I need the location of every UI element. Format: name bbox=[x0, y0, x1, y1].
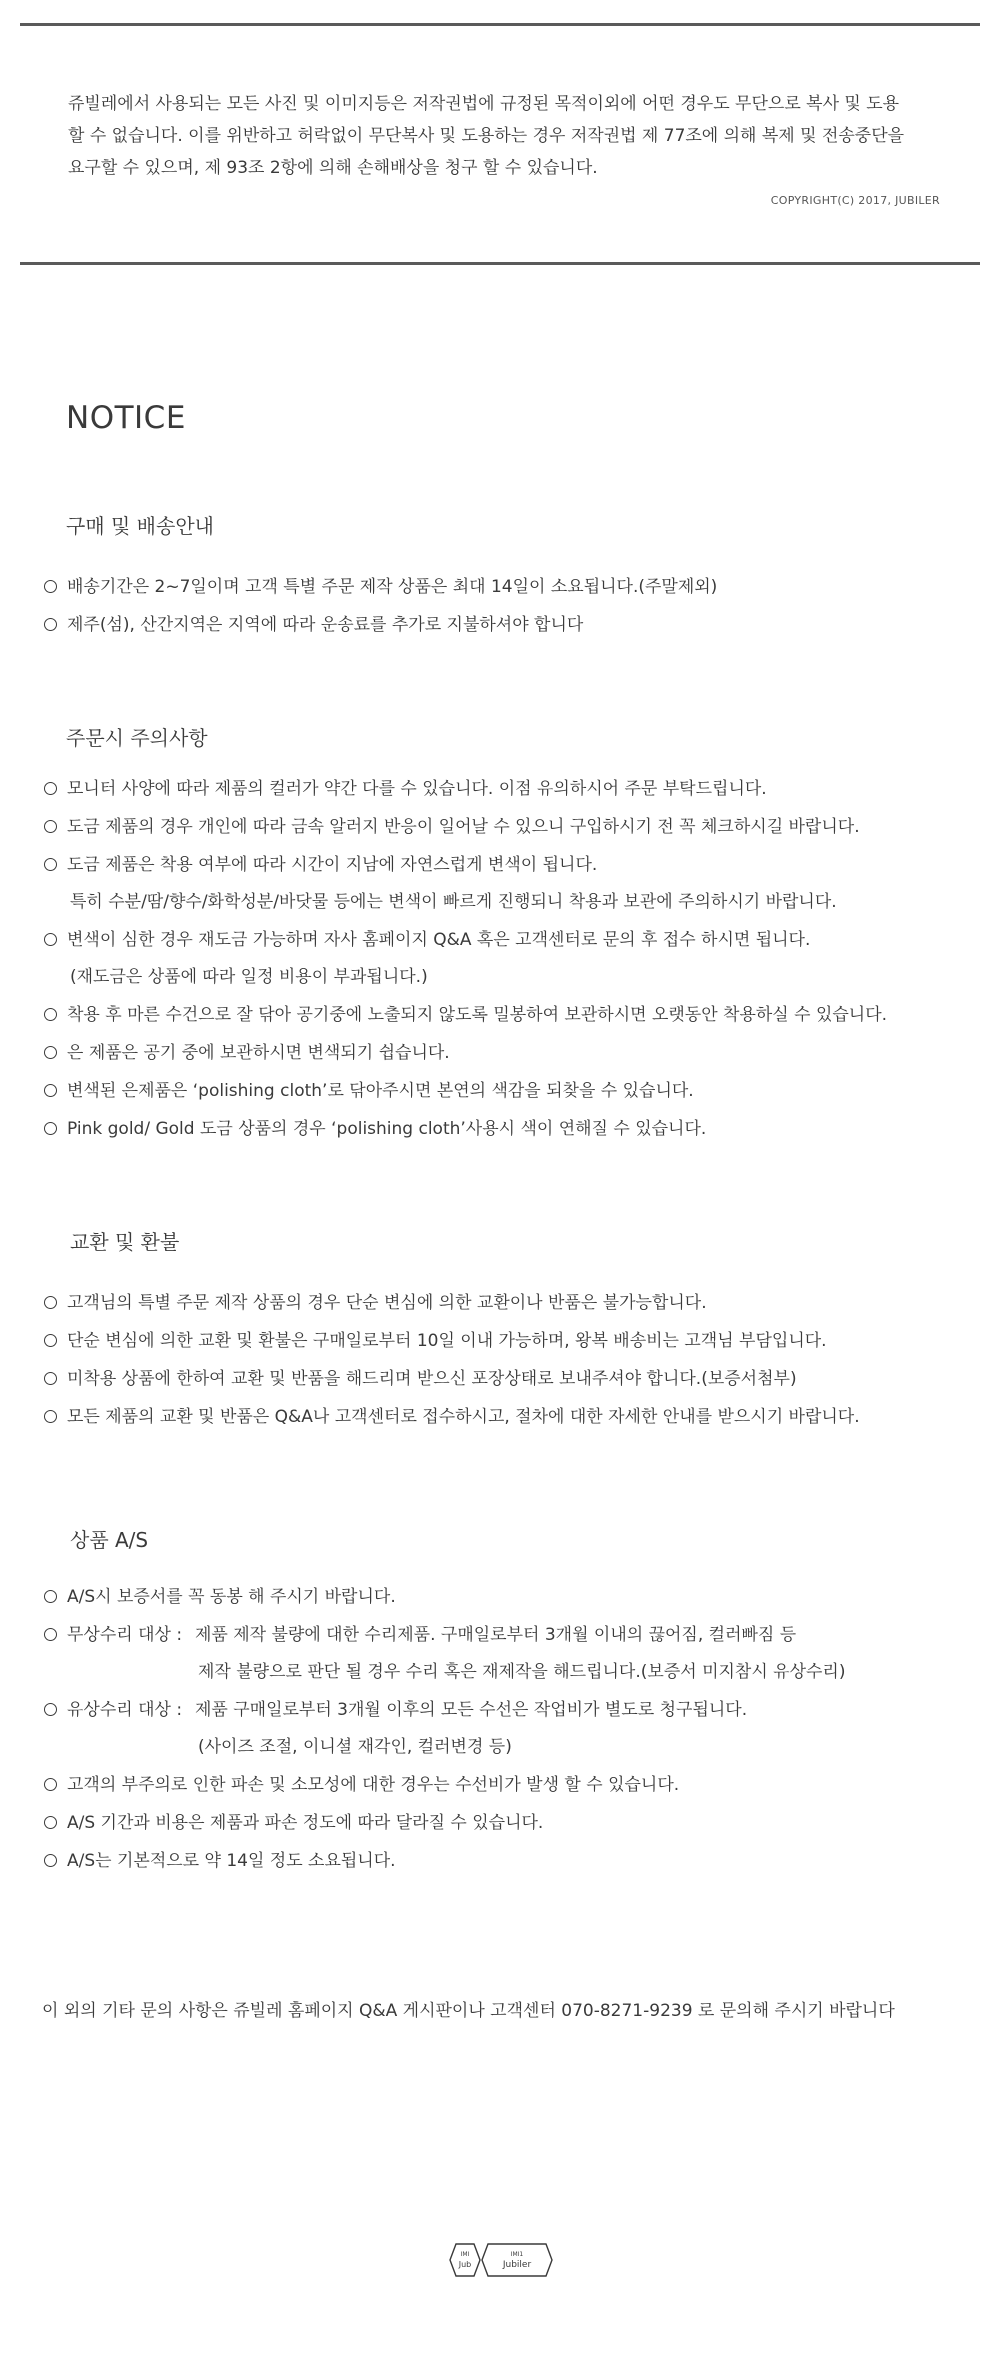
copyright-line-1: 쥬빌레에서 사용되는 모든 사진 및 이미지등은 저작권법에 규정된 목적이외에 어떤 경우도 무단으로 복사 및 도용 bbox=[68, 94, 900, 114]
bullet-icon bbox=[44, 580, 57, 593]
as-item-free-repair: 무상수리 대상 : 제품 제작 불량에 대한 수리제품. 구매일로부터 3개월 이내의 끊어짐, 컬러빠짐 등 bbox=[44, 1622, 796, 1648]
bullet-icon bbox=[44, 1703, 57, 1716]
order-item: 도금 제품의 경우 개인에 따라 금속 알러지 반응이 일어날 수 있으니 구입하시기 전 꼭 체크하시길 바랍니다. bbox=[44, 814, 860, 840]
as-section-title: 상품 A/S bbox=[70, 1528, 149, 1552]
exchange-item: 미착용 상품에 한하여 교환 및 반품을 해드리며 받으신 포장상태로 보내주셔야 합니다.(보증서첨부) bbox=[44, 1366, 797, 1392]
exchange-item: 고객님의 특별 주문 제작 상품의 경우 단순 변심에 의한 교환이나 반품은 불가능합니다. bbox=[44, 1290, 707, 1316]
bullet-icon bbox=[44, 1084, 57, 1097]
copyright-line-3: 요구할 수 있으며, 제 93조 2항에 의해 손해배상을 청구 할 수 있습니다. bbox=[68, 158, 598, 178]
free-repair-continuation: 제작 불량으로 판단 될 경우 수리 혹은 재제작을 해드립니다.(보증서 미지참시 유상수리) bbox=[198, 1662, 846, 1682]
exchange-item: 모든 제품의 교환 및 반품은 Q&A나 고객센터로 접수하시고, 절차에 대한 자세한 안내를 받으시기 바랍니다. bbox=[44, 1404, 860, 1430]
bullet-icon bbox=[44, 1296, 57, 1309]
as-item: 고객의 부주의로 인한 파손 및 소모성에 대한 경우는 수선비가 발생 할 수 있습니다. bbox=[44, 1772, 679, 1798]
exchange-item: 단순 변심에 의한 교환 및 환불은 구매일로부터 10일 이내 가능하며, 왕복 배송비는 고객님 부담입니다. bbox=[44, 1328, 827, 1354]
copyright-divider bbox=[20, 262, 980, 265]
svg-text:Jubiler: Jubiler bbox=[502, 2260, 532, 2270]
as-item: A/S는 기본적으로 약 14일 정도 소요됩니다. bbox=[44, 1848, 396, 1874]
order-item-continuation: (재도금은 상품에 따라 일정 비용이 부과됩니다.) bbox=[70, 967, 428, 987]
contact-info: 이 외의 기타 문의 사항은 쥬빌레 홈페이지 Q&A 게시판이나 고객센터 070-8271-9239 로 문의해 주시기 바랍니다 bbox=[42, 2001, 895, 2021]
bullet-icon bbox=[44, 820, 57, 833]
shipping-item: 제주(섬), 산간지역은 지역에 따라 운송료를 추가로 지불하셔야 합니다 bbox=[44, 612, 583, 638]
shipping-section-title: 구매 및 배송안내 bbox=[66, 514, 214, 538]
bullet-icon bbox=[44, 933, 57, 946]
notice-title: NOTICE bbox=[66, 400, 186, 436]
bullet-icon bbox=[44, 1854, 57, 1867]
as-item: A/S 기간과 비용은 제품과 파손 정도에 따라 달라질 수 있습니다. bbox=[44, 1810, 543, 1836]
bullet-icon bbox=[44, 1778, 57, 1791]
bullet-icon bbox=[44, 1334, 57, 1347]
svg-text:Jub: Jub bbox=[458, 2260, 472, 2269]
order-item: 착용 후 마른 수건으로 잘 닦아 공기중에 노출되지 않도록 밀봉하여 보관하시면 오랫동안 착용하실 수 있습니다. bbox=[44, 1002, 887, 1028]
top-divider bbox=[20, 23, 980, 26]
free-repair-label: 무상수리 대상 : bbox=[67, 1625, 183, 1645]
as-item: A/S시 보증서를 꼭 동봉 해 주시기 바랍니다. bbox=[44, 1584, 396, 1610]
order-item: Pink gold/ Gold 도금 상품의 경우 ‘polishing cloth’사용시 색이 연해질 수 있습니다. bbox=[44, 1116, 706, 1142]
order-item: 도금 제품은 착용 여부에 따라 시간이 지남에 자연스럽게 변색이 됩니다. bbox=[44, 852, 597, 878]
bullet-icon bbox=[44, 1008, 57, 1021]
order-item: 모니터 사양에 따라 제품의 컬러가 약간 다를 수 있습니다. 이점 유의하시어 주문 부탁드립니다. bbox=[44, 776, 767, 802]
bullet-icon bbox=[44, 1816, 57, 1829]
bullet-icon bbox=[44, 1372, 57, 1385]
order-item: 변색된 은제품은 ‘polishing cloth’로 닦아주시면 본연의 색감을 되찾을 수 있습니다. bbox=[44, 1078, 694, 1104]
bullet-icon bbox=[44, 858, 57, 871]
svg-text:IMI: IMI bbox=[460, 2251, 470, 2258]
shipping-item: 배송기간은 2~7일이며 고객 특별 주문 제작 상품은 최대 14일이 소요됩니다.(주말제외) bbox=[44, 574, 717, 600]
bullet-icon bbox=[44, 1410, 57, 1423]
bullet-icon bbox=[44, 782, 57, 795]
bullet-icon bbox=[44, 1628, 57, 1641]
bullet-icon bbox=[44, 618, 57, 631]
copyright-mark: COPYRIGHT(C) 2017, JUBILER bbox=[770, 194, 940, 207]
order-item-continuation: 특히 수분/땀/향수/화학성분/바닷물 등에는 변색이 빠르게 진행되니 착용과 보관에 주의하시기 바랍니다. bbox=[70, 892, 837, 912]
order-item: 변색이 심한 경우 재도금 가능하며 자사 홈페이지 Q&A 혹은 고객센터로 문의 후 접수 하시면 됩니다. bbox=[44, 927, 810, 953]
bullet-icon bbox=[44, 1046, 57, 1059]
as-item-paid-repair: 유상수리 대상 : 제품 구매일로부터 3개월 이후의 모든 수선은 작업비가 별도로 청구됩니다. bbox=[44, 1697, 747, 1723]
exchange-section-title: 교환 및 환불 bbox=[70, 1230, 180, 1254]
jubiler-logo bbox=[448, 2242, 554, 2278]
order-item: 은 제품은 공기 중에 보관하시면 변색되기 쉽습니다. bbox=[44, 1040, 450, 1066]
copyright-notice bbox=[68, 88, 948, 184]
svg-text:IMI1: IMI1 bbox=[510, 2251, 524, 2258]
paid-repair-label: 유상수리 대상 : bbox=[67, 1700, 183, 1720]
bullet-icon bbox=[44, 1122, 57, 1135]
copyright-line-2: 할 수 없습니다. 이를 위반하고 허락없이 무단복사 및 도용하는 경우 저작권법 제 77조에 의해 복제 및 전송중단을 bbox=[68, 126, 905, 146]
paid-repair-continuation: (사이즈 조절, 이니셜 재각인, 컬러변경 등) bbox=[198, 1737, 512, 1757]
order-section-title: 주문시 주의사항 bbox=[66, 726, 208, 750]
bullet-icon bbox=[44, 1590, 57, 1603]
